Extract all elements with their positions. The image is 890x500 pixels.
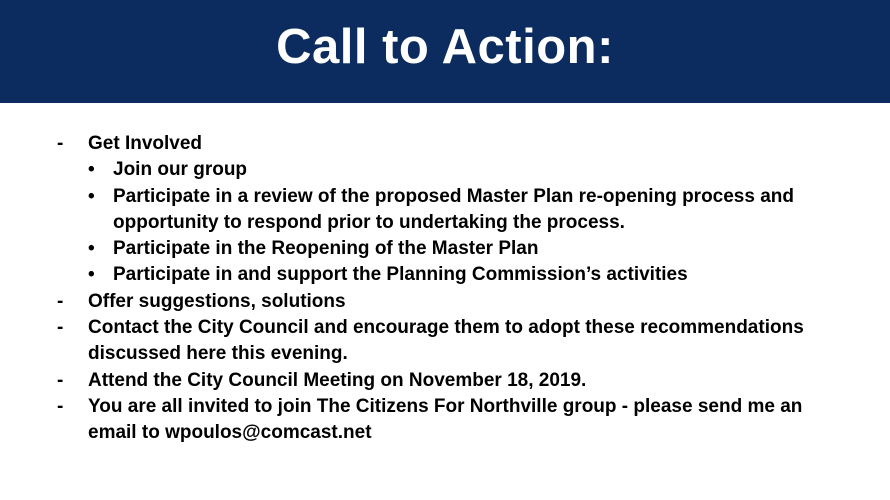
sub-item-join-group <box>88 157 853 183</box>
list-item-get-involved <box>0 131 823 289</box>
list-item-contact-council <box>0 315 823 368</box>
sub-item-text: Participate in and support the Planning Commission’s activities <box>113 264 688 286</box>
dash-marker: - <box>57 395 64 417</box>
sub-item-text: Join our group <box>113 159 248 181</box>
bullet-marker: • <box>88 159 95 181</box>
sub-item-text: Participate in a review of the proposed Master Plan re-opening process and opportunity to respond prior to undertaking the process. <box>113 185 795 233</box>
sub-item-text: Participate in the Reopening of the Master Plan <box>113 238 539 260</box>
list-item-text: Contact the City Council and encourage them to adopt these recommendations discussed here this evening. <box>88 317 804 365</box>
list-item-text: You are all invited to join The Citizens For Northville group - please send me an email to wpoulos@comcast.net <box>88 395 803 444</box>
list-item-offer-suggestions <box>0 289 823 315</box>
dash-marker: - <box>57 133 64 154</box>
list-item-invitation <box>0 394 823 447</box>
bullet-marker: • <box>88 264 95 286</box>
list-item-attend-meeting <box>0 368 823 394</box>
action-list <box>0 131 890 447</box>
dash-marker: - <box>57 317 64 339</box>
sub-list <box>88 157 823 288</box>
sub-item-reopening <box>88 236 853 262</box>
dash-marker: - <box>57 290 64 312</box>
list-item-text: Attend the City Council Meeting on November 18, 2019. <box>88 369 587 391</box>
sub-item-review-master-plan <box>88 184 853 237</box>
title-banner <box>0 0 890 103</box>
list-item-text: Offer suggestions, solutions <box>88 290 346 312</box>
dash-marker: - <box>57 369 64 391</box>
sub-item-planning-commission <box>88 262 853 288</box>
bullet-marker: • <box>88 185 95 207</box>
slide-title: Call to Action: <box>276 20 614 74</box>
bullet-marker: • <box>88 238 95 260</box>
list-item-text: Get Involved <box>88 133 203 154</box>
